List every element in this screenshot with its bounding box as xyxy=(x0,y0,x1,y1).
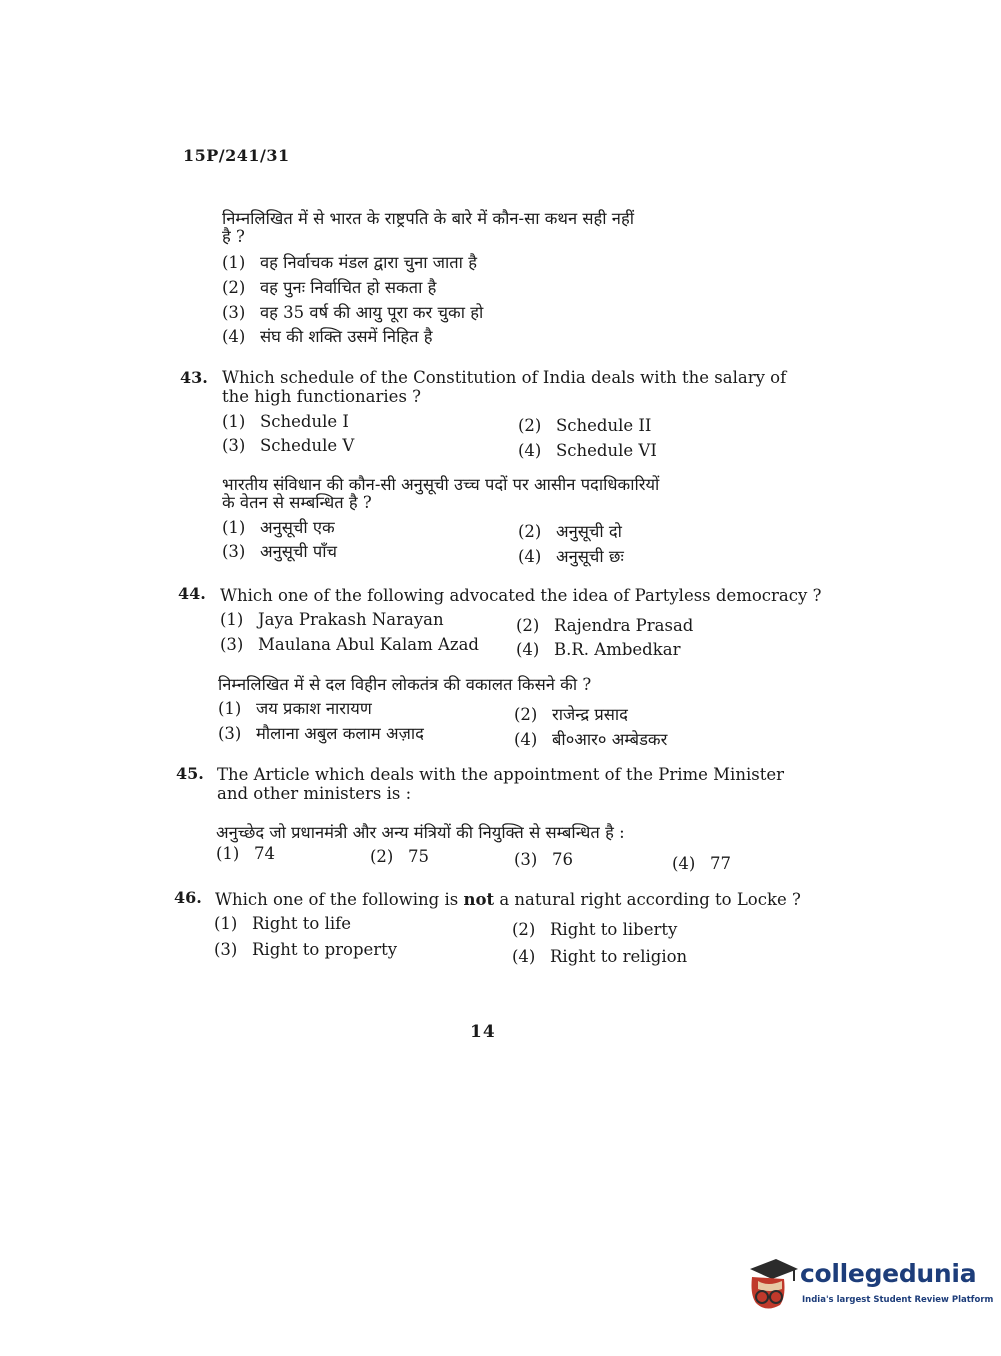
hindi-stem: अनुच्छेद जो प्रधानमंत्री और अन्य मंत्रियों की नियुक्ति से सम्बन्धित है : xyxy=(216,823,625,842)
question-number: 45. xyxy=(176,764,204,783)
question-stem-line1: The Article which deals with the appointment of the Prime Minister xyxy=(217,765,784,784)
question-stem-line2: the high functionaries ? xyxy=(222,387,421,406)
option-2: (2) Schedule II xyxy=(518,416,652,435)
brand-name: collegedunia xyxy=(800,1259,977,1288)
hindi-option-4: (4) अनुसूची छः xyxy=(518,547,624,566)
option-1: (1) Right to life xyxy=(214,914,351,933)
option-1: (1) 74 xyxy=(216,844,275,863)
question-number: 43. xyxy=(180,368,208,387)
option-4: (4) B.R. Ambedkar xyxy=(516,640,681,659)
q42-hindi-stem-line1: निम्नलिखित में से भारत के राष्ट्रपति के बारे में कौन-सा कथन सही नहीं xyxy=(222,209,634,228)
option-3: (3) Maulana Abul Kalam Azad xyxy=(220,635,479,654)
hindi-option-1: (1) अनुसूची एक xyxy=(222,518,335,537)
hindi-option-2: (2) राजेन्द्र प्रसाद xyxy=(514,705,628,724)
hindi-option-1: (1) जय प्रकाश नारायण xyxy=(218,699,372,718)
question-stem: Which one of the following advocated the idea of Partyless democracy ? xyxy=(220,586,822,605)
question-number: 44. xyxy=(178,584,206,603)
q42-option-4: (4) संघ की शक्ति उसमें निहित है xyxy=(222,327,433,346)
student-mascot-icon xyxy=(742,1255,798,1315)
question-stem: Which one of the following is not a natural right according to Locke ? xyxy=(215,890,801,909)
hindi-stem-line2: के वेतन से सम्बन्धित है ? xyxy=(222,493,372,512)
emphasis-not: not xyxy=(463,890,495,909)
page-number: 14 xyxy=(470,1022,496,1042)
hindi-stem-line1: भारतीय संविधान की कौन-सी अनुसूची उच्च पदों पर आसीन पदाधिकारियों xyxy=(222,475,660,494)
question-number: 46. xyxy=(174,888,202,907)
option-1: (1) Jaya Prakash Narayan xyxy=(220,610,444,629)
q42-hindi-stem-line2: है ? xyxy=(222,227,245,246)
hindi-option-4: (4) बी०आर० अम्बेडकर xyxy=(514,730,668,749)
q42-option-3: (3) वह 35 वर्ष की आयु पूरा कर चुका हो xyxy=(222,303,484,322)
option-2: (2) Right to liberty xyxy=(512,920,678,939)
option-1: (1) Schedule I xyxy=(222,412,349,431)
hindi-option-3: (3) अनुसूची पाँच xyxy=(222,542,338,561)
brand-tagline: India's largest Student Review Platform xyxy=(802,1295,994,1305)
collegedunia-watermark xyxy=(742,1255,994,1315)
option-4: (4) Right to religion xyxy=(512,947,688,966)
option-4: (4) 77 xyxy=(672,854,731,873)
option-3: (3) Right to property xyxy=(214,940,398,959)
hindi-option-2: (2) अनुसूची दो xyxy=(518,522,622,541)
option-2: (2) 75 xyxy=(370,847,429,866)
option-4: (4) Schedule VI xyxy=(518,441,657,460)
q42-option-2: (2) वह पुनः निर्वाचित हो सकता है xyxy=(222,278,437,297)
question-stem-line2: and other ministers is : xyxy=(217,784,412,803)
hindi-option-3: (3) मौलाना अबुल कलाम अज़ाद xyxy=(218,724,424,743)
q42-option-1: (1) वह निर्वाचक मंडल द्वारा चुना जाता है xyxy=(222,253,477,272)
option-3: (3) Schedule V xyxy=(222,436,355,455)
option-3: (3) 76 xyxy=(514,850,573,869)
option-2: (2) Rajendra Prasad xyxy=(516,616,694,635)
hindi-stem: निम्नलिखित में से दल विहीन लोकतंत्र की वकालत किसने की ? xyxy=(218,675,592,694)
question-stem-line1: Which schedule of the Constitution of India deals with the salary of xyxy=(222,368,787,387)
paper-code: 15P/241/31 xyxy=(183,146,290,165)
